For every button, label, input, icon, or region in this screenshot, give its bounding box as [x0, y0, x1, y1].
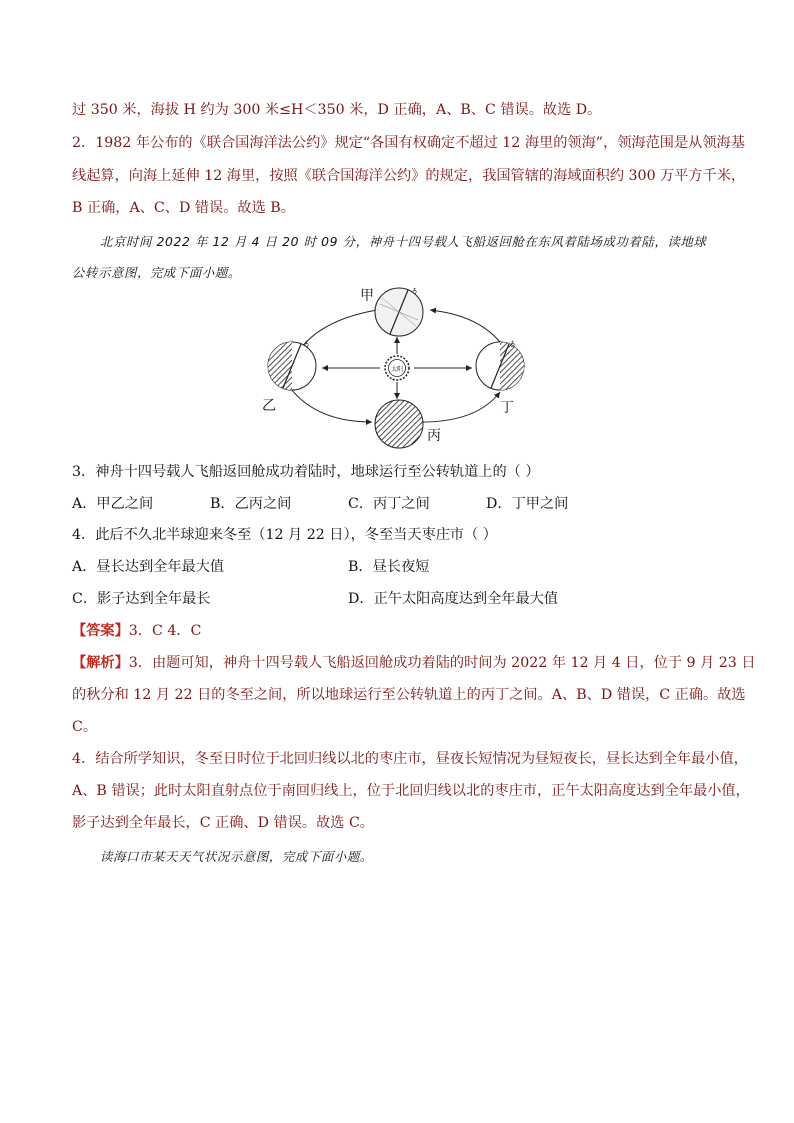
q3-option-c: C．丙丁之间 — [348, 496, 430, 512]
q2-solution-line-3: B 正确，A、C、D 错误。故选 B。 — [72, 200, 295, 216]
intro-line-1: 北京时间 2022 年 12 月 4 日 20 时 09 分，神舟十四号载人飞船返回舱在东风着陆场成功着陆，读地球 — [100, 234, 707, 249]
sun-icon — [385, 356, 409, 380]
q2-solution-line-2: 线起算，向海上延伸 12 海里，按照《联合国海洋公约》的规定，我国管辖的海域面积约 300 万平方千米， — [72, 168, 746, 184]
solution-line: 过 350 米，海拔 H 约为 300 米≤H＜350 米，D 正确，A、B、C 错误。故选 D。 — [72, 102, 602, 118]
label-ding: 丁 — [500, 400, 514, 416]
q4-option-c: C．影子达到全年最长 — [72, 591, 211, 607]
analysis-text-1: 3．由题可知，神舟十四号载人飞船返回舱成功着陆的时间为 2022 年 12 月 4 日，位于 9 月 23 日 — [128, 655, 756, 671]
analysis-line-1 — [72, 653, 756, 673]
orbit-arc-right-top — [430, 310, 500, 342]
q2-solution-line-1: 2．1982 年公布的《联合国海洋法公约》规定“各国有权确定不超过 12 海里的领海”，领海范围是从领海基 — [72, 135, 745, 151]
earth-yi — [268, 340, 316, 390]
analysis-line-3: C。 — [72, 719, 98, 735]
q4-option-b: B．昼长夜短 — [348, 559, 430, 575]
svg-text:♁: ♁ — [412, 287, 418, 295]
earth-jia — [375, 287, 423, 336]
q4-stem: 4．此后不久北半球迎来冬至（12 月 22 日），冬至当天枣庄市（ ） — [72, 527, 497, 543]
q3-option-a: A．甲乙之间 — [72, 496, 154, 512]
label-jia: 甲 — [360, 288, 374, 304]
q4-option-d: D．正午太阳高度达到全年最大值 — [348, 591, 559, 607]
earth-ding — [476, 340, 524, 390]
analysis-line-2: 的秋分和 12 月 22 日的冬至之间，所以地球运行至公转轨道上的丙丁之间。A、B、D 错误，C 正确。故选 — [72, 687, 746, 703]
analysis-line-4: 4．结合所学知识，冬至日时位于北回归线以北的枣庄市，昼夜长短情况为昼短夜长，昼长达到全年最小值， — [72, 751, 748, 767]
svg-text:♁: ♁ — [304, 340, 310, 348]
intro-line-2: 公转示意图，完成下面小题。 — [72, 265, 241, 280]
earth-bing — [375, 400, 423, 448]
sun-label: 太阳 — [390, 366, 404, 373]
answer-text: 3．C 4．C — [128, 623, 202, 639]
label-yi: 乙 — [262, 398, 276, 414]
svg-text:♁: ♁ — [510, 340, 516, 348]
q3-option-d: D．丁甲之间 — [486, 496, 569, 512]
analysis-line-5: A、B 错误；此时太阳直射点位于南回归线上，位于北回归线以北的枣庄市，正午太阳高度达到全年最小值， — [72, 783, 750, 799]
answer-tag: 【答案】 — [72, 623, 129, 639]
next-intro-line: 读海口市某天天气状况示意图，完成下面小题。 — [100, 849, 373, 864]
orbit-arc-left-top — [298, 310, 377, 352]
label-bing: 丙 — [427, 428, 441, 444]
earth-orbit-diagram — [262, 282, 532, 454]
q3-option-b: B．乙丙之间 — [210, 496, 292, 512]
answer-line — [72, 621, 201, 641]
orbit-arc-right-bottom — [422, 392, 500, 422]
q3-stem: 3．神舟十四号载人飞船返回舱成功着陆时，地球运行至公转轨道上的（ ） — [72, 464, 540, 480]
analysis-tag: 【解析】 — [72, 655, 129, 671]
q4-option-a: A．昼长达到全年最大值 — [72, 559, 225, 575]
analysis-line-6: 影子达到全年最长，C 正确、D 错误。故选 C。 — [72, 815, 374, 831]
